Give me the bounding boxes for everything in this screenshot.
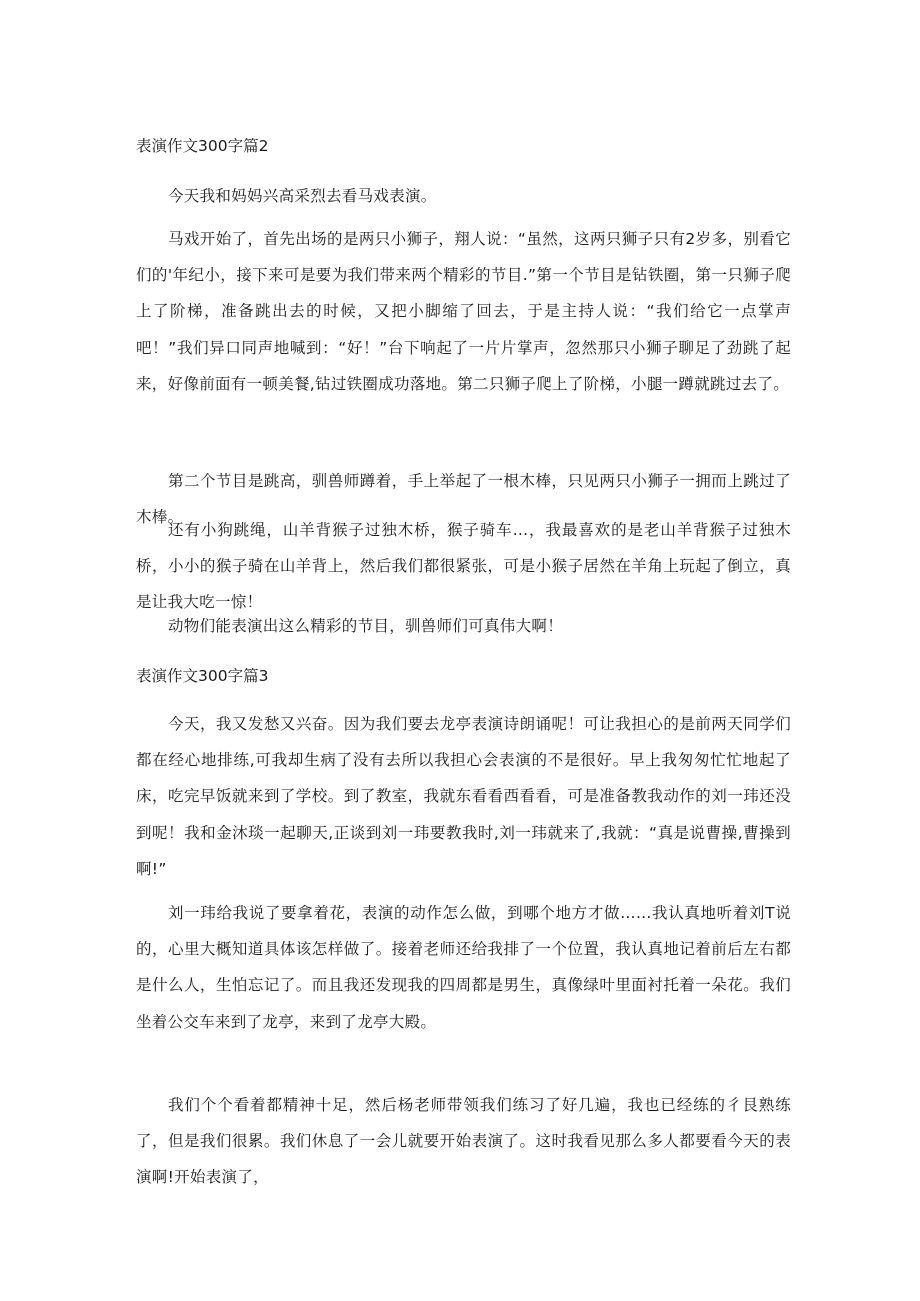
paragraph: 今天，我又发愁又兴奋。因为我们要去龙亭表演诗朗诵呢！可让我担心的是前两天同学们都在经心地排练,可我却生病了没有去所以我担心会表演的不是很好。早上我匆匆忙忙地起了床，吃完早饭就来到了学校。到了教室，我就东看看西看看，可是准备教我动作的刘一玮还没到呢！我和金沐琰一起聊天,正谈到刘一玮要教我时,刘一玮就来了,我就：“真是说曹操,曹操到啊!” — [136, 715, 791, 878]
paragraph: 还有小狗跳绳，山羊背猴子过独木桥，猴子骑车…，我最喜欢的是老山羊背猴子过独木桥，小小的猴子骑在山羊背上，然后我们都很紧张，可是小猴子居然在羊角上玩起了倒立，真是让我大吃一惊！ — [136, 521, 791, 612]
paragraph: 今天我和妈妈兴高采烈去看马戏表演。 — [168, 187, 437, 205]
paragraph: 我们个个看着都精神十足，然后杨老师带领我们练习了好几遍，我也已经练的彳艮熟练了，但是我们很累。我们休息了一会儿就要开始表演了。这时我看见那么多人都要看今天的表演啊!开始表演了， — [136, 1096, 791, 1187]
section-heading-3: 表演作文300字篇3 — [136, 667, 269, 685]
paragraph: 第二个节目是跳高，驯兽师蹲着，手上举起了一根木棒，只见两只小狮子一拥而上跳过了木棒。 — [136, 472, 791, 527]
section-heading-2: 表演作文300字篇2 — [136, 137, 269, 155]
paragraph: 动物们能表演出这么精彩的节目，驯兽师们可真伟大啊！ — [168, 617, 564, 635]
paragraph: 马戏开始了，首先出场的是两只小狮子，翔人说：“虽然，这两只狮子只有2岁多，别看它们的'年纪小，接下来可是要为我们带来两个精彩的节目.”第一个节目是钻铁圈，第一只狮子爬上了阶梯，准备跳出去的时候，又把小脚缩了回去，于是主持人说：“我们给它一点掌声吧！”我们异口同声地喊到：“好！”台下响起了一片片掌声，忽然那只小狮子聊足了劲跳了起来，好像前面有一顿美餐,钻过铁圈成功落地。第二只狮子爬上了阶梯，小腿一蹲就跳过去了。 — [136, 230, 791, 393]
paragraph: 刘一玮给我说了要拿着花，表演的动作怎么做，到哪个地方才做……我认真地听着刘T说的，心里大概知道具体该怎样做了。接着老师还给我排了一个位置，我认真地记着前后左右都是什么人，生怕忘记了。而且我还发现我的四周都是男生，真像绿叶里面衬托着一朵花。我们坐着公交车来到了龙亭，来到了龙亭大殿。 — [136, 904, 791, 1031]
